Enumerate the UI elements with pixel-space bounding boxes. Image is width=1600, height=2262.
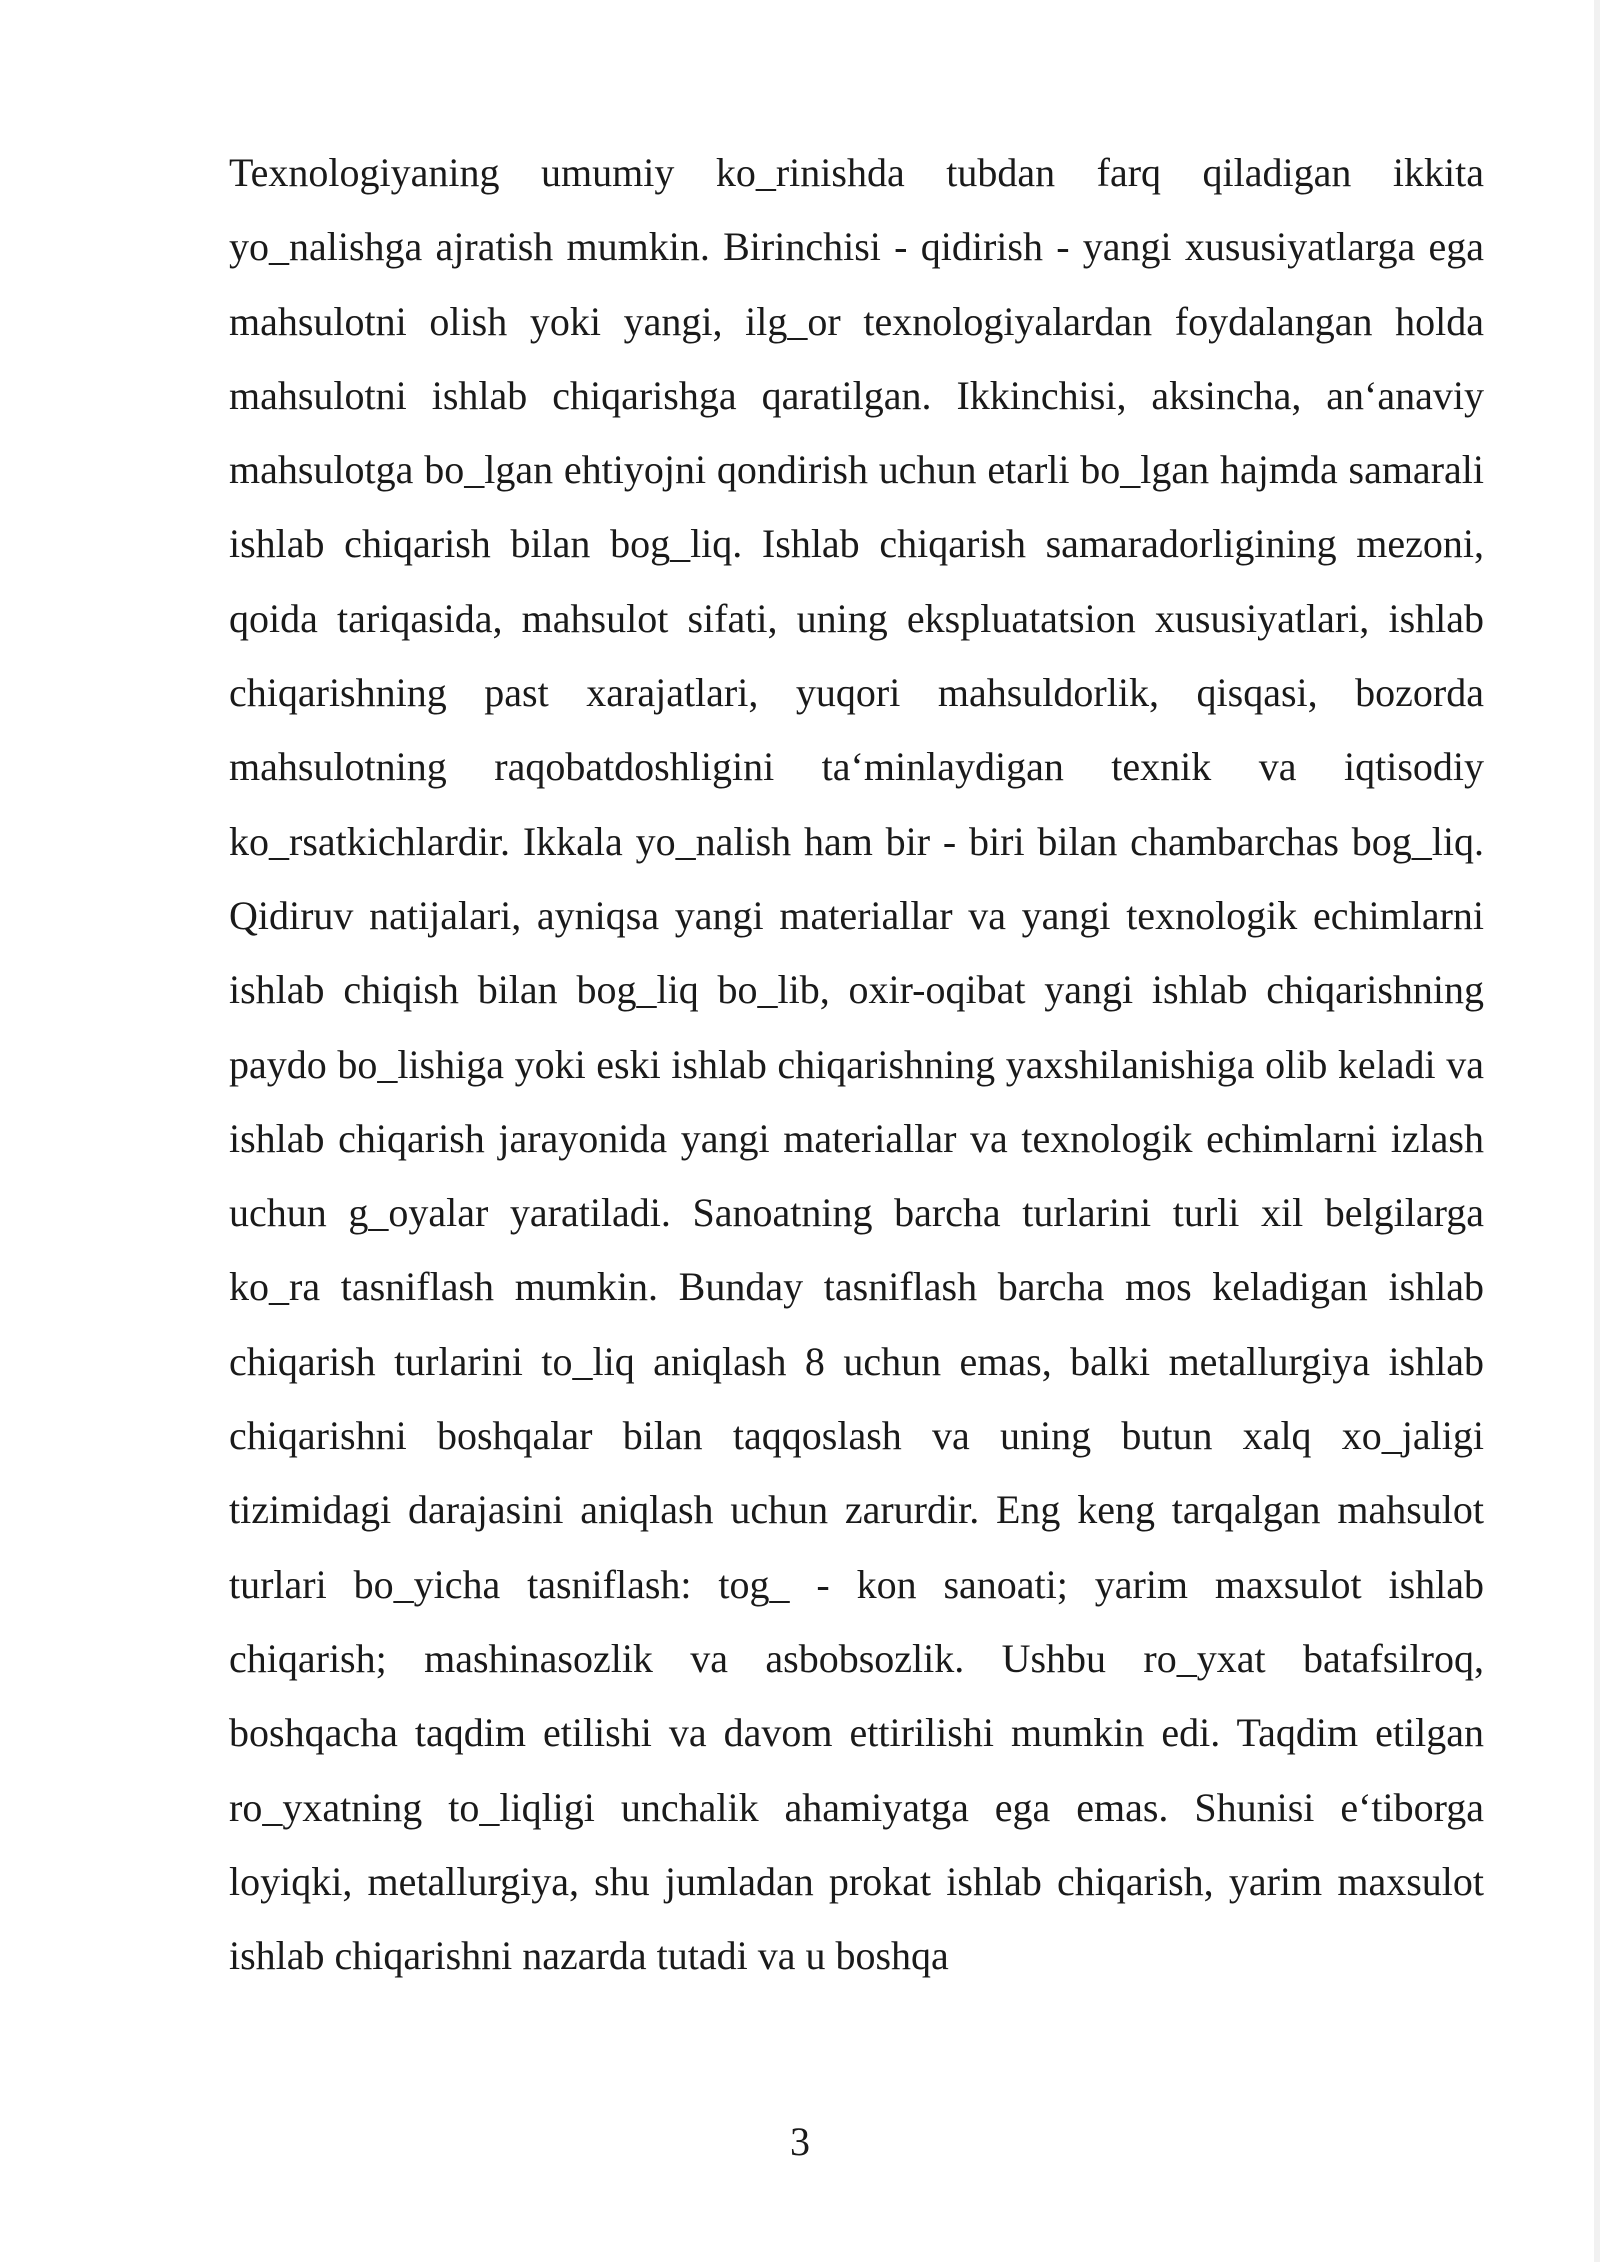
page-edge-shadow — [1594, 0, 1600, 2262]
body-paragraph: Texnologiyaning umumiy ko_rinishda tubdan farq qiladigan ikkita yo_nalishga ajratish mumkin. Birinchisi - qidirish - yangi xususiyatlarga ega mahsulotni olish yoki yangi, ilg_or texnologiyalardan foydalangan holda mahsulotni ishlab chiqarishga qaratilgan. Ikkinchisi, aksincha, an‘anaviy mahsulotga bo_lgan ehtiyojni qondirish uchun etarli bo_lgan hajmda samarali ishlab chiqarish bilan bog_liq. Ishlab chiqarish samaradorligining mezoni, qoida tariqasida, mahsulot sifati, uning ekspluatatsion xususiyatlari, ishlab chiqarishning past xarajatlari, yuqori mahsuldorlik, qisqasi, bozorda mahsulotning raqobatdoshligini ta‘minlaydigan texnik va iqtisodiy ko_rsatkichlardir. Ikkala yo_nalish ham bir - biri bilan chambarchas bog_liq. Qidiruv natijalari, ayniqsa yangi materiallar va yangi texnologik echimlarni ishlab chiqish bilan bog_liq bo_lib, oxir-oqibat yangi ishlab chiqarishning paydo bo_lishiga yoki eski ishlab chiqarishning yaxshilanishiga olib keladi va ishlab chiqarish jarayonida yangi materiallar va texnologik echimlarni izlash uchun g_oyalar yaratiladi. Sanoatning barcha turlarini turli xil belgilarga ko_ra tasniflash mumkin. Bunday tasniflash barcha mos keladigan ishlab chiqarish turlarini to_liq aniqlash 8 uchun emas, balki metallurgiya ishlab chiqarishni boshqalar bilan taqqoslash va uning butun xalq xo_jaligi tizimidagi darajasini aniqlash uchun zarurdir. Eng keng tarqalgan mahsulot turlari bo_yicha tasniflash: tog_ - kon sanoati; yarim maxsulot ishlab chiqarish; mashinasozlik va asbobsozlik. Ushbu ro_yxat batafsilroq, boshqacha taqdim etilishi va davom ettirilishi mumkin edi. Taqdim etilgan ro_yxatning to_liqligi unchalik ahamiyatga ega emas. Shunisi e‘tiborga loyiqki, metallurgiya, shu jumladan prokat ishlab chiqarish, yarim maxsulot ishlab chiqarishni nazarda tutadi va u boshqa — [229, 150, 1484, 1979]
page-number: 3 — [790, 2119, 810, 2164]
